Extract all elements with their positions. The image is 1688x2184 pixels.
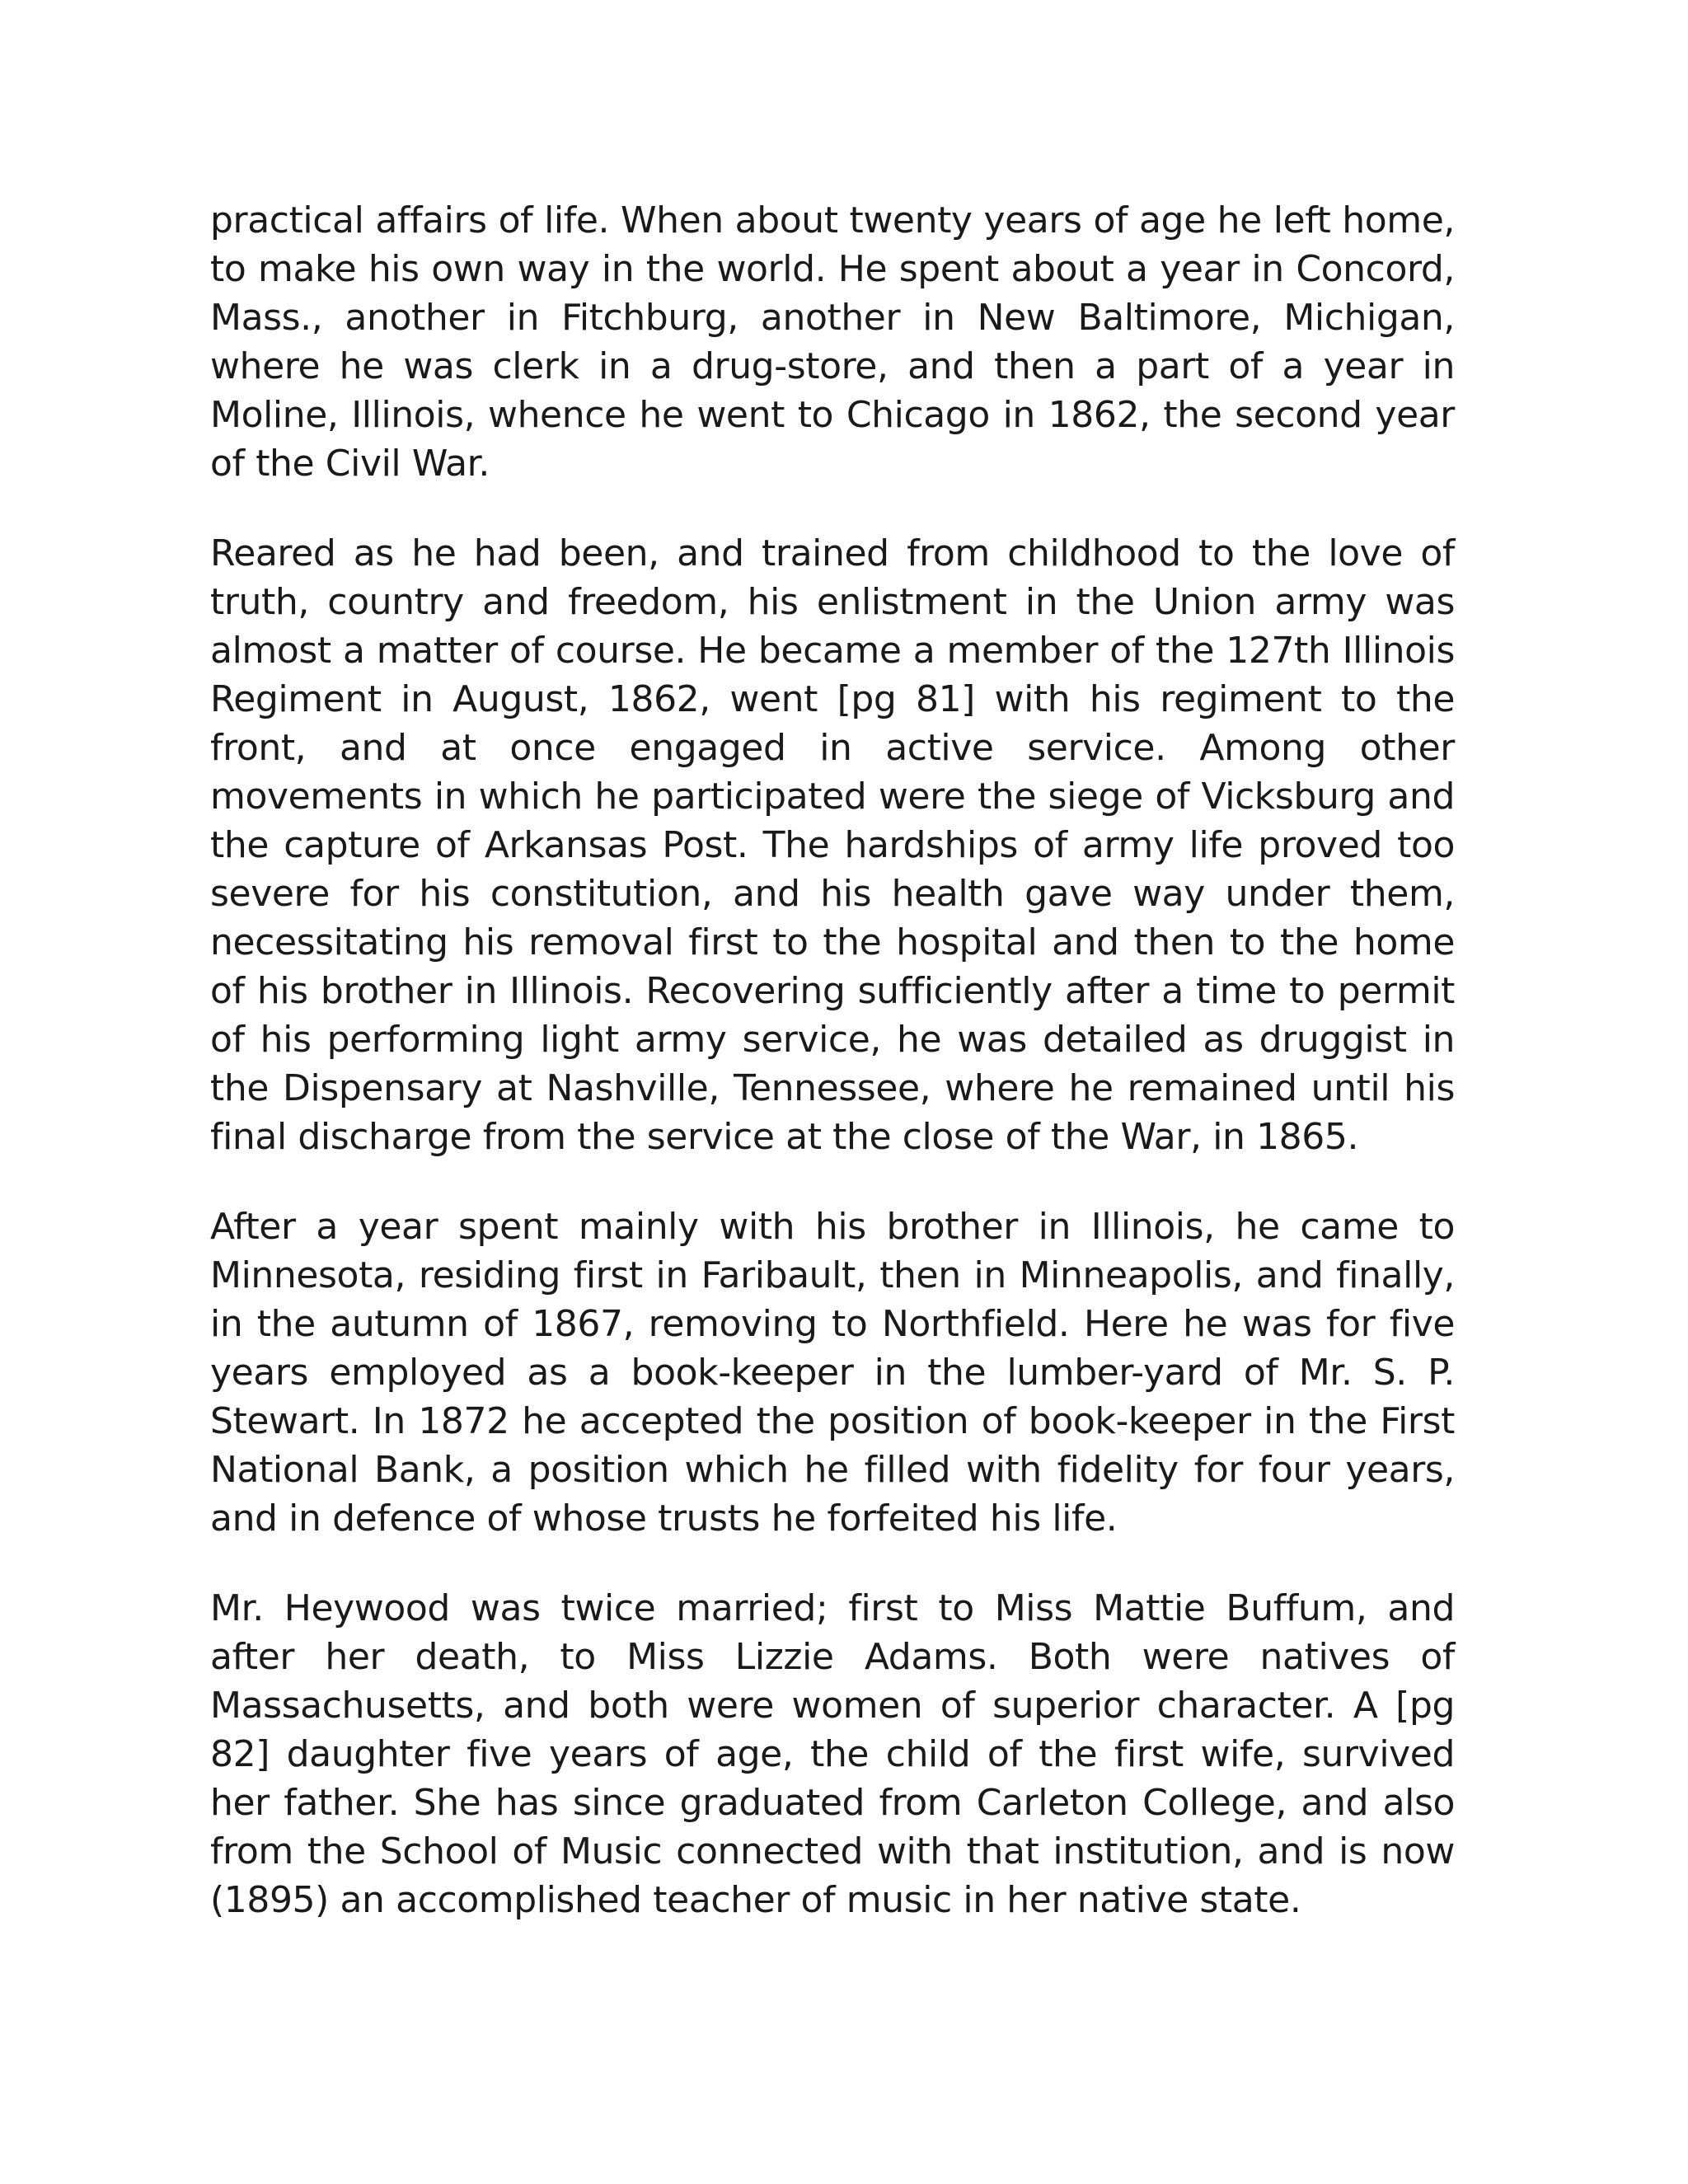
document-page xyxy=(210,196,1455,1924)
paragraph-3: After a year spent mainly with his brother in Illinois, he came to Minnesota, residing first in Faribault, then in Minneapolis, and finally, in the autumn of 1867, removing to Northfield. Here he was for five years employed as a book-keeper in the lumber-yard of Mr. S. P. Stewart. In 1872 he accepted the position of book-keeper in the First National Bank, a position which he filled with fidelity for four years, and in defence of whose trusts he forfeited his life. xyxy=(210,1206,1455,1540)
paragraph-2: Reared as he had been, and trained from childhood to the love of truth, country and freedom, his enlistment in the Union army was almost a matter of course. He became a member of the 127th Illinois Regiment in August, 1862, went [pg 81] with his regiment to the front, and at once engaged in active service. Among other movements in which he participated were the siege of Vicksburg and the capture of Arkansas Post. The hardships of army life proved too severe for his constitution, and his health gave way under them, necessitating his removal first to the hospital and then to the home of his brother in Illinois. Recovering sufficiently after a time to permit of his performing light army service, he was detailed as druggist in the Dispensary at Nashville, Tennessee, where he remained until his final discharge from the service at the close of the War, in 1865. xyxy=(210,532,1455,1158)
paragraph-1: practical affairs of life. When about twenty years of age he left home, to make his own way in the world. He spent about a year in Concord, Mass., another in Fitchburg, another in New Baltimore, Michigan, where he was clerk in a drug-store, and then a part of a year in Moline, Illinois, whence he went to Chicago in 1862, the second year of the Civil War. xyxy=(210,199,1455,485)
paragraph-4: Mr. Heywood was twice married; first to Miss Mattie Buffum, and after her death, to Miss Lizzie Adams. Both were natives of Massachusetts, and both were women of superior character. A [pg 82] daughter five years of age, the child of the first wife, survived her father. She has since graduated from Carleton College, and also from the School of Music connected with that institution, and is now (1895) an accomplished teacher of music in her native state. xyxy=(210,1587,1455,1921)
